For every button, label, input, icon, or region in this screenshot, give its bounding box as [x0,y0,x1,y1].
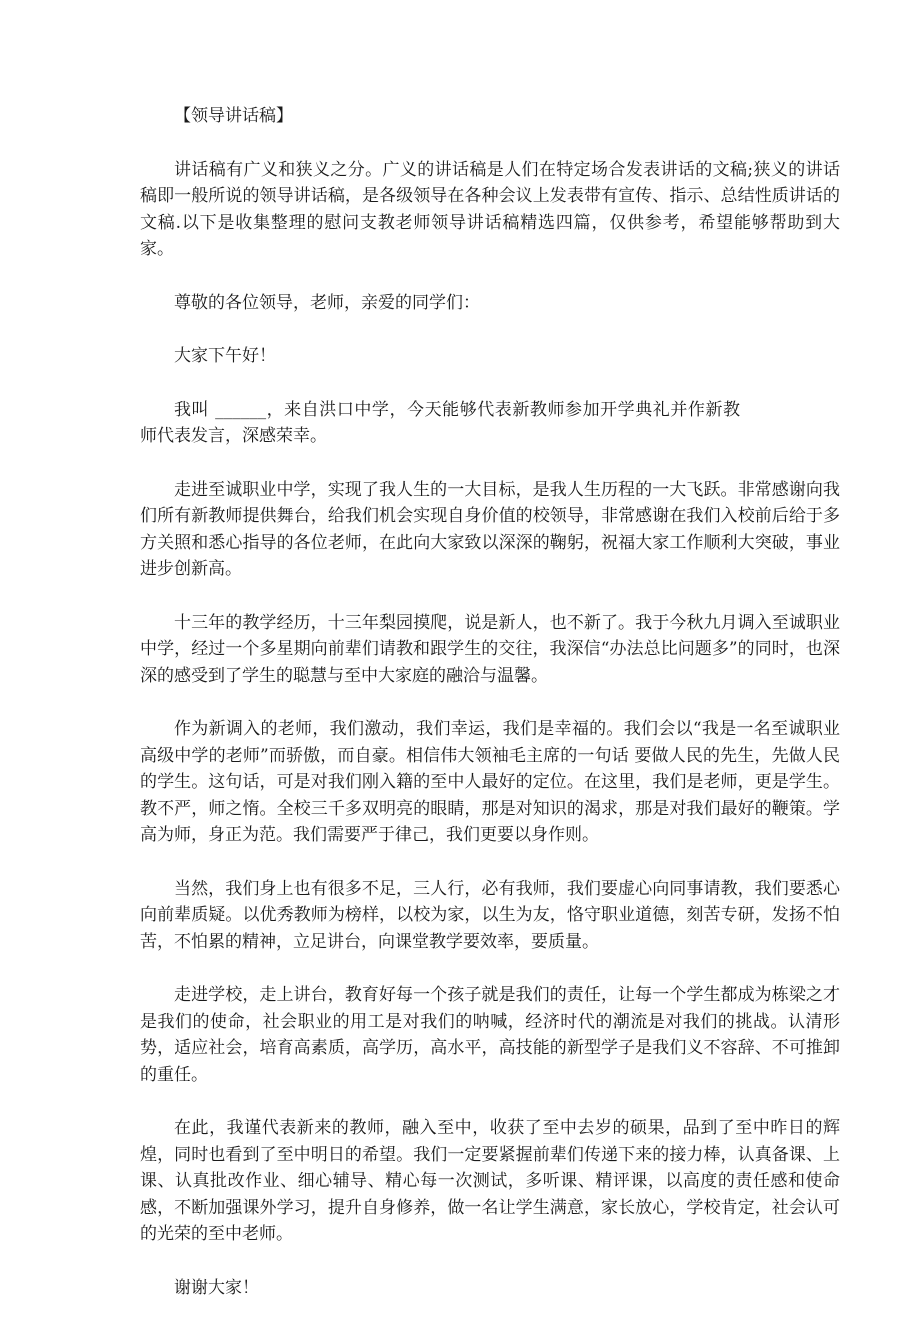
document-title: 【领导讲话稿】 [174,106,293,126]
body-paragraph-7: 在此，我谨代表新来的教师，融入至中，收获了至中去岁的硕果，品到了至中昨日的辉煌，同时也看到了至中明日的希望。我们一定要紧握前辈们传递下来的接力棒，认真备课、上课、认真批改作业、细心辅导、精心每一次测试，多听课、精评课，以高度的责任感和使命感，不断加强课外学习，提升自身修养，做一名让学生满意，家长放心，学校肯定，社会认可的光荣的至中老师。 [140,1118,840,1244]
greeting: 大家下午好！ [174,346,276,366]
intro-paragraph: 讲话稿有广义和狭义之分。广义的讲话稿是人们在特定场合发表讲话的文稿;狭义的讲话稿即一般所说的领导讲话稿，是各级领导在各种会议上发表带有宣传、指示、总结性质讲话的文稿.以下是收集整理的慰问支教老师领导讲话稿精选四篇，仅供参考，希望能够帮助到大家。 [140,159,840,259]
body-paragraph-2: 走进至诚职业中学，实现了我人生的一大目标，是我人生历程的一大飞跃。非常感谢向我们所有新教师提供舞台，给我们机会实现自身价值的校领导，非常感谢在我们入校前后给于多方关照和悉心指导的各位老师，在此向大家致以深深的鞠躬，祝福大家工作顺利大突破，事业进步创新高。 [140,479,840,579]
document-body [140,103,840,1328]
closing: 谢谢大家！ [174,1277,259,1298]
body-paragraph-6: 走进学校，走上讲台，教育好每一个孩子就是我们的责任，让每一个学生都成为栋梁之才是我们的使命，社会职业的用工是对我们的呐喊，经济时代的潮流是对我们的挑战。认清形势，适应社会，培育高素质，高学历，高水平，高技能的新型学子是我们义不容辞、不可推卸的重任。 [140,985,840,1085]
body-paragraph-4: 作为新调入的老师，我们激动，我们幸运，我们是幸福的。我们会以“我是一名至诚职业高级中学的老师”而骄傲，而自豪。相信伟大领袖毛主席的一句话 要做人民的先生，先做人民的学生。这句话，可是对我们刚入籍的至中人最好的定位。在这里，我们是老师，更是学生。教不严，师之惰。全校三千多双明亮的眼睛，那是对知识的渴求，那是对我们最好的鞭策。学高为师，身正为范。我们需要严于律己，我们更要以身作则。 [140,719,840,845]
body-paragraph-3: 十三年的教学经历，十三年梨园摸爬，说是新人，也不新了。我于今秋九月调入至诚职业中学，经过一个多星期向前辈们请教和跟学生的交往，我深信“办法总比问题多”的同时，也深深的感受到了学生的聪慧与至中大家庭的融洽与温馨。 [140,612,840,686]
body-paragraph-5: 当然，我们身上也有很多不足，三人行，必有我师，我们要虚心向同事请教，我们要悉心向前辈质疑。以优秀教师为榜样，以校为家，以生为友，恪守职业道德，刻苦专研，发扬不怕苦，不怕累的精神，立足讲台，向课堂教学要效率，要质量。 [140,878,840,952]
salutation: 尊敬的各位领导，老师，亲爱的同学们： [174,292,480,313]
body-paragraph-1: 我叫 ______，来自洪口中学，今天能够代表新教师参加开学典礼并作新教师代表发言，深感荣幸。 [140,399,740,446]
